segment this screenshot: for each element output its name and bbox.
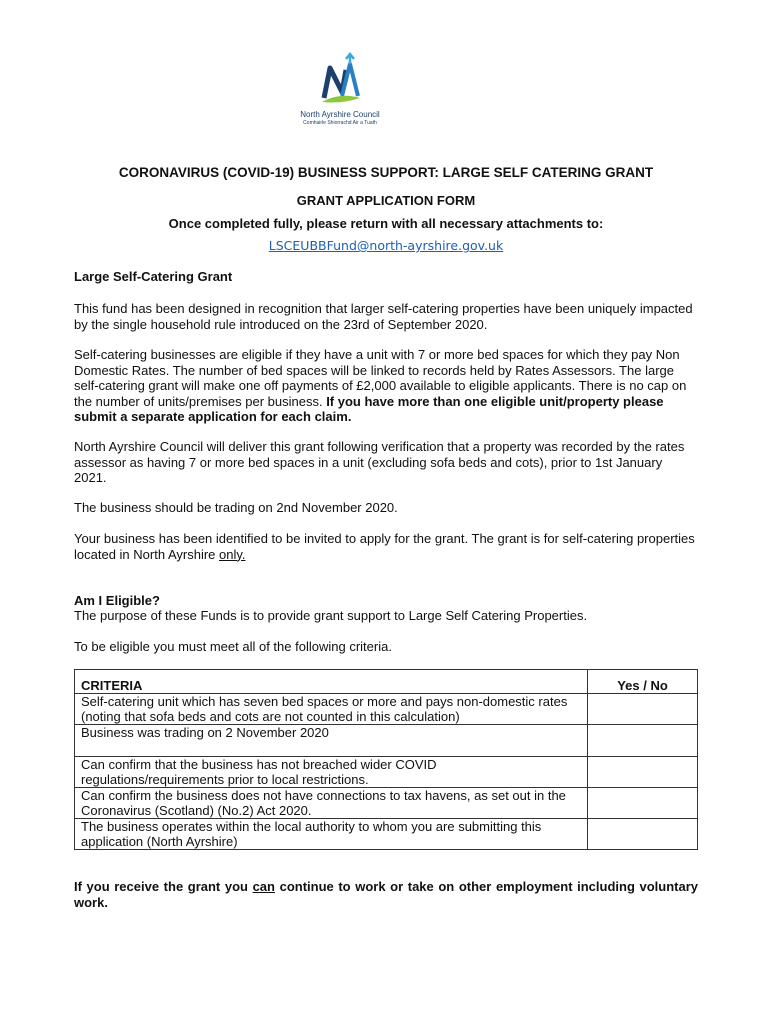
yes-no-answer-cell[interactable]: [588, 694, 698, 725]
council-logo: [260, 52, 420, 132]
yes-no-answer-cell[interactable]: [588, 788, 698, 819]
logo-council-name: North Ayrshire Council: [300, 110, 380, 119]
submission-email-link[interactable]: LSCEUBBFund@north-ayrshire.gov.uk: [268, 238, 504, 253]
criteria-table: [74, 669, 698, 850]
criteria-cell: Can confirm the business does not have connections to tax havens, as set out in the Coronavirus (Scotland) (No.2) Act 2020.: [75, 788, 588, 819]
logo-tagline: Comhairle Shiorrachd Air a Tuath: [303, 120, 377, 126]
north-ayrshire-logo-icon: [320, 52, 360, 108]
table-row: [75, 725, 698, 757]
closing-note: [74, 879, 698, 910]
yes-no-answer-cell[interactable]: [588, 757, 698, 788]
criteria-cell: Can confirm that the business has not breached wider COVID regulations/requirements prior to local restrictions.: [75, 757, 588, 788]
criteria-cell: The business operates within the local authority to whom you are submitting this application (North Ayrshire): [75, 819, 588, 850]
invitation-paragraph: [74, 531, 698, 562]
separate-application-note: If you have more than one eligible unit/property please submit a separate application for each claim.: [74, 393, 664, 424]
yes-no-header: Yes / No: [588, 670, 698, 694]
trading-date-paragraph: The business should be trading on 2nd November 2020.: [74, 500, 398, 515]
closing-text-end: continue to work or take on other employment including voluntary work.: [74, 879, 698, 910]
grant-heading: Large Self-Catering Grant: [74, 269, 233, 284]
can-underlined: can: [252, 879, 275, 894]
table-row: [75, 788, 698, 819]
table-row: [75, 819, 698, 850]
intro-paragraph-1: This fund has been designed in recognition that larger self-catering properties have been uniquely impacted by the single household rule introduced on the 23rd of September 2020.: [74, 301, 693, 332]
criteria-cell: Business was trading on 2 November 2020: [75, 725, 588, 757]
criteria-header: CRITERIA: [75, 670, 588, 694]
eligibility-instruction: To be eligible you must meet all of the following criteria.: [74, 639, 392, 654]
criteria-cell: Self-catering unit which has seven bed spaces or more and pays non-domestic rates (noting that sofa beds and cots are not counted in this calculation): [75, 694, 588, 725]
intro-paragraph-2: [74, 347, 698, 425]
intro-paragraph-3: North Ayrshire Council will deliver this grant following verification that a property was recorded by the rates assessor as having 7 or more bed spaces in a unit (excluding sofa beds and cots), prior to 1st January 2021.: [74, 439, 685, 485]
intro-paragraph-2-text: Self-catering businesses are eligible if they have a unit with 7 or more bed spaces for which they pay Non Domestic Rates. The number of bed spaces will be linked to records held by Rates Assessors. The large self-catering grant will make one off payments of £2,000 available to eligible applicants. There is no cap on the number of units/premises per business.: [74, 347, 687, 409]
eligibility-heading: Am I Eligible?: [74, 593, 160, 608]
yes-no-answer-cell[interactable]: [588, 725, 698, 757]
page-title: CORONAVIRUS (COVID-19) BUSINESS SUPPORT: LARGE SELF CATERING GRANT: [118, 165, 654, 180]
table-row: [75, 757, 698, 788]
return-instruction: Once completed fully, please return with all necessary attachments to:: [168, 216, 604, 231]
table-header-row: [75, 670, 698, 694]
form-subtitle: GRANT APPLICATION FORM: [296, 193, 476, 208]
eligibility-purpose: The purpose of these Funds is to provide grant support to Large Self Catering Properties.: [74, 608, 588, 623]
table-row: [75, 694, 698, 725]
closing-text-start: If you receive the grant you: [74, 879, 253, 894]
invitation-text: Your business has been identified to be invited to apply for the grant. The grant is for self-catering properties located in North Ayrshire: [74, 531, 695, 562]
only-underlined: only.: [219, 546, 246, 562]
yes-no-answer-cell[interactable]: [588, 819, 698, 850]
